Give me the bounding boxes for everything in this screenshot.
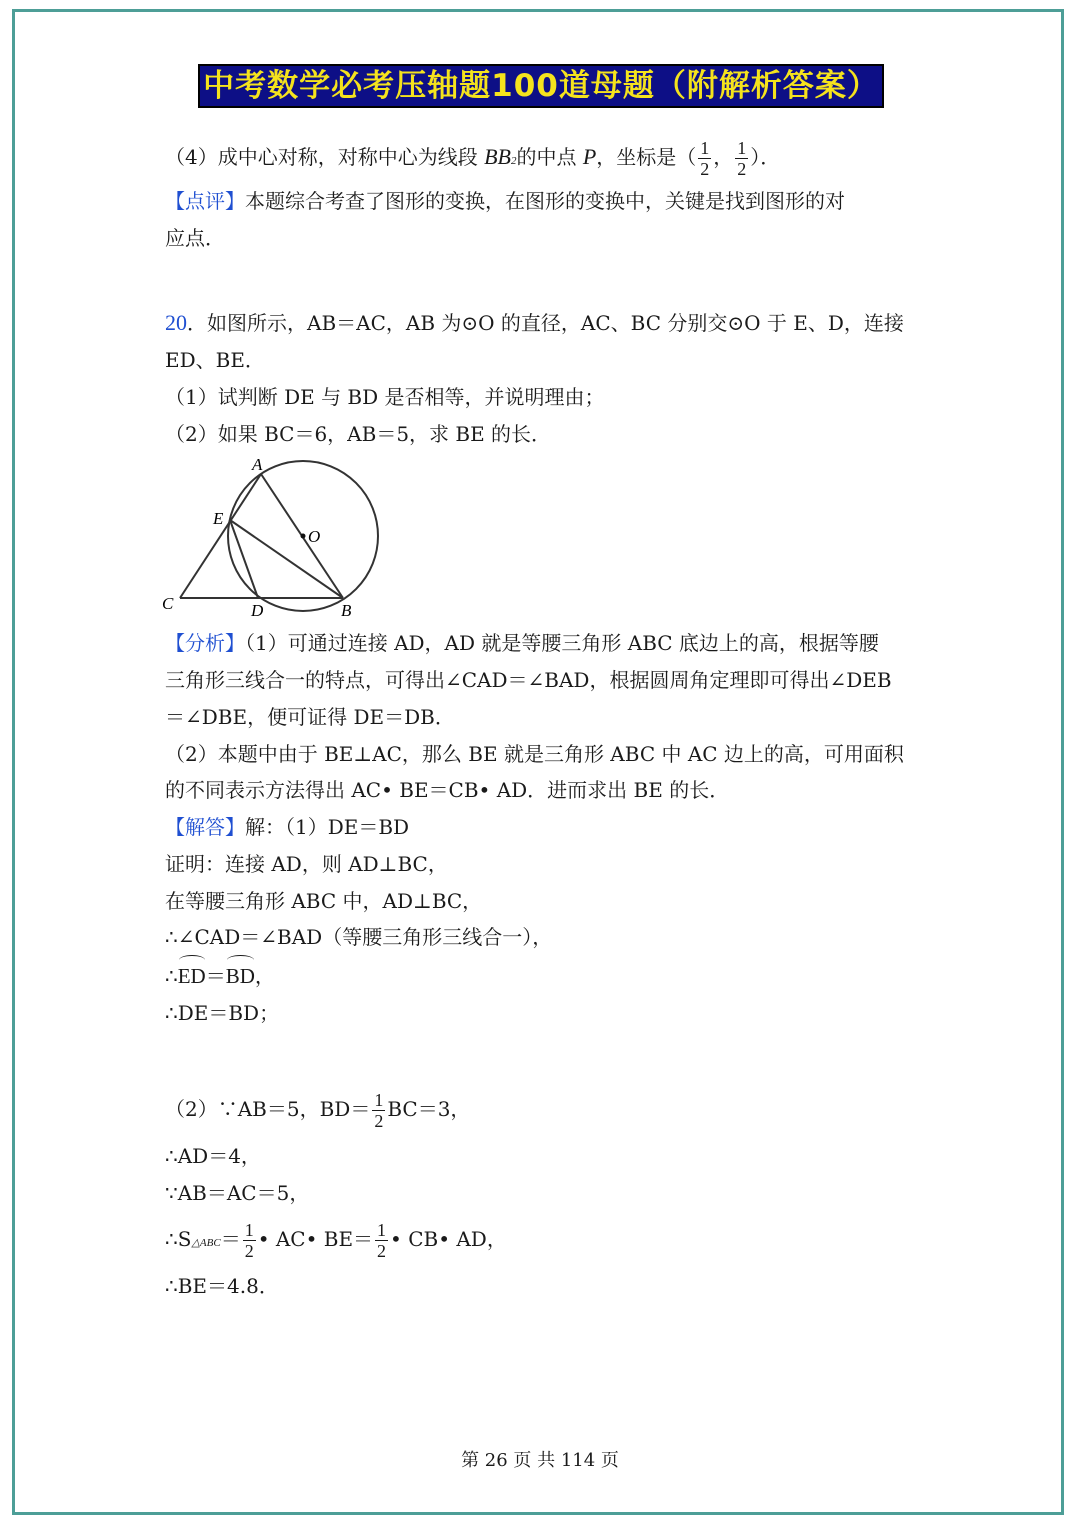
- answer-part2-line-4: ∴S△ABC＝ $\frac{1}{2}$ • AC• BE＝ $\frac{1}{2}$ • CB• AD，: [165, 1220, 507, 1261]
- review-line-1: 【点评】本题综合考查了图形的变换，在图形的变换中，关键是找到图形的对: [165, 189, 845, 213]
- answer-line-2: 证明：连接 AD，则 AD⊥BC，: [165, 852, 448, 876]
- question-2: （2）如果 BC＝6，AB＝5，求 BE 的长．: [165, 422, 552, 446]
- label-e: E: [213, 509, 224, 528]
- arc-ed: ED: [177, 964, 206, 988]
- geometry-figure: [155, 452, 395, 624]
- fraction: $\frac{1}{2}$: [737, 138, 747, 179]
- analysis-line-4: （2）本题中由于 BE⊥AC，那么 BE 就是三角形 ABC 中 AC 边上的高，可用面积: [165, 742, 904, 766]
- label-a: A: [252, 455, 263, 474]
- review-line-2: 应点．: [165, 226, 225, 250]
- question-1: （1）试判断 DE 与 BD 是否相等，并说明理由；: [165, 385, 605, 409]
- label-b: B: [341, 601, 352, 620]
- label-c: C: [162, 594, 174, 613]
- analysis-line-3: ＝∠DBE，便可证得 DE＝DB．: [165, 705, 455, 729]
- page-title-banner: 中考数学必考压轴题100道母题（附解析答案）: [198, 64, 884, 108]
- center-point: [301, 534, 306, 539]
- answer-line-6: ∴DE＝BD；: [165, 1001, 280, 1025]
- analysis-line-5: 的不同表示方法得出 AC• BE＝CB• AD．进而求出 BE 的长．: [165, 778, 730, 802]
- answer-part2-line-5: ∴BE＝4.8．: [165, 1274, 279, 1298]
- answer-line-5: ∴ED＝BD，: [165, 964, 275, 988]
- fraction: $\frac{1}{2}$: [377, 1220, 387, 1261]
- analysis-line-1: 【分析】（1）可通过连接 AD，AD 就是等腰三角形 ABC 底边上的高，根据等腰: [165, 631, 879, 655]
- answer-part2-line-3: ∵AB＝AC＝5，: [165, 1181, 310, 1205]
- answer-line-3: 在等腰三角形 ABC 中，AD⊥BC，: [165, 889, 483, 913]
- answer-part2-line-2: ∴AD＝4，: [165, 1144, 261, 1168]
- answer-part2-line-1: （2）∵AB＝5，BD＝ $\frac{1}{2}$ BC＝3，: [165, 1090, 471, 1131]
- answer-line-1: 【解答】解：（1）DE＝BD: [165, 815, 410, 839]
- segment-ac: [180, 474, 261, 598]
- problem-stem-2: ED、BE．: [165, 348, 265, 372]
- label-d: D: [251, 601, 264, 620]
- prev-line-4: （4）成中心对称，对称中心为线段 BB2的中点 P，坐标是（ $\frac{1}{2}$ ， $\frac{1}{2}$ ）．: [165, 138, 781, 179]
- problem-stem-1: 20．如图所示，AB＝AC，AB 为⊙O 的直径，AC、BC 分别交⊙O 于 E、D，连接: [165, 310, 904, 335]
- segment-ed: [230, 520, 258, 598]
- arc-bd: BD: [225, 964, 255, 988]
- fraction: $\frac{1}{2}$: [374, 1090, 384, 1131]
- analysis-line-2: 三角形三线合一的特点，可得出∠CAD＝∠BAD，根据圆周角定理即可得出∠DEB: [165, 668, 892, 692]
- page-footer: 第 26 页 共 114 页: [461, 1450, 619, 1471]
- answer-line-4: ∴∠CAD＝∠BAD（等腰三角形三线合一），: [165, 925, 553, 949]
- label-o: O: [308, 527, 321, 546]
- fraction: $\frac{1}{2}$: [244, 1220, 254, 1261]
- fraction: $\frac{1}{2}$: [700, 138, 710, 179]
